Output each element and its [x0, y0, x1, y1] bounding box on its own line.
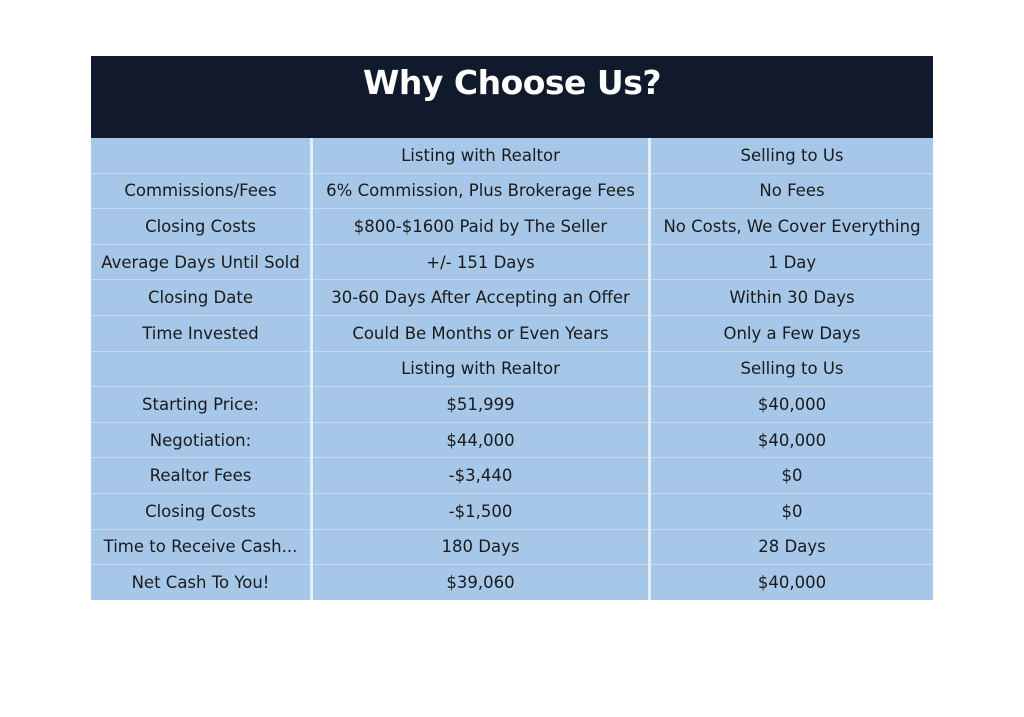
row-label-cell: Closing Costs: [91, 493, 312, 529]
row-label-cell: Average Days Until Sold: [91, 244, 312, 280]
row-label-cell: Time to Receive Cash...: [91, 529, 312, 565]
selling-to-us-value-cell: $0: [650, 458, 934, 494]
row-label-cell: Starting Price:: [91, 387, 312, 423]
selling-to-us-value-cell: $0: [650, 493, 934, 529]
table-row: [91, 529, 933, 565]
header-row: [91, 138, 933, 173]
selling-to-us-value-cell: $40,000: [650, 565, 934, 600]
selling-to-us-value-cell: No Fees: [650, 173, 934, 209]
realtor-value-cell: +/- 151 Days: [312, 244, 650, 280]
table-row: [91, 458, 933, 494]
table-row: [91, 422, 933, 458]
table-row: [91, 387, 933, 423]
selling-to-us-value-cell: No Costs, We Cover Everything: [650, 209, 934, 245]
selling-to-us-value-cell: Only a Few Days: [650, 315, 934, 351]
realtor-value-cell: -$3,440: [312, 458, 650, 494]
table-row: [91, 493, 933, 529]
row-label-cell: Time Invested: [91, 315, 312, 351]
header-row: [91, 351, 933, 387]
row-label-cell: Net Cash To You!: [91, 565, 312, 600]
realtor-value-cell: $51,999: [312, 387, 650, 423]
selling-to-us-value-cell: $40,000: [650, 387, 934, 423]
table-row: [91, 173, 933, 209]
selling-to-us-value-cell: 1 Day: [650, 244, 934, 280]
realtor-value-cell: Could Be Months or Even Years: [312, 315, 650, 351]
column-header-realtor: Listing with Realtor: [312, 138, 650, 173]
comparison-table: [91, 138, 933, 600]
realtor-value-cell: 180 Days: [312, 529, 650, 565]
row-label-cell: Negotiation:: [91, 422, 312, 458]
realtor-value-cell: $39,060: [312, 565, 650, 600]
realtor-value-cell: $44,000: [312, 422, 650, 458]
row-label-cell: [91, 351, 312, 387]
row-label-cell: Commissions/Fees: [91, 173, 312, 209]
realtor-value-cell: -$1,500: [312, 493, 650, 529]
table-row: [91, 315, 933, 351]
selling-to-us-value-cell: 28 Days: [650, 529, 934, 565]
page-title: Why Choose Us?: [91, 56, 933, 138]
column-header-realtor: Listing with Realtor: [312, 351, 650, 387]
row-label-cell: Closing Date: [91, 280, 312, 316]
row-label-cell: Closing Costs: [91, 209, 312, 245]
table-row: [91, 244, 933, 280]
table-row: [91, 209, 933, 245]
realtor-value-cell: 30-60 Days After Accepting an Offer: [312, 280, 650, 316]
realtor-value-cell: 6% Commission, Plus Brokerage Fees: [312, 173, 650, 209]
row-label-cell: [91, 138, 312, 173]
row-label-cell: Realtor Fees: [91, 458, 312, 494]
selling-to-us-value-cell: Within 30 Days: [650, 280, 934, 316]
realtor-value-cell: $800-$1600 Paid by The Seller: [312, 209, 650, 245]
column-header-selling-to-us: Selling to Us: [650, 351, 934, 387]
comparison-document: [91, 56, 933, 600]
table-row: [91, 280, 933, 316]
column-header-selling-to-us: Selling to Us: [650, 138, 934, 173]
table-row: [91, 565, 933, 600]
selling-to-us-value-cell: $40,000: [650, 422, 934, 458]
